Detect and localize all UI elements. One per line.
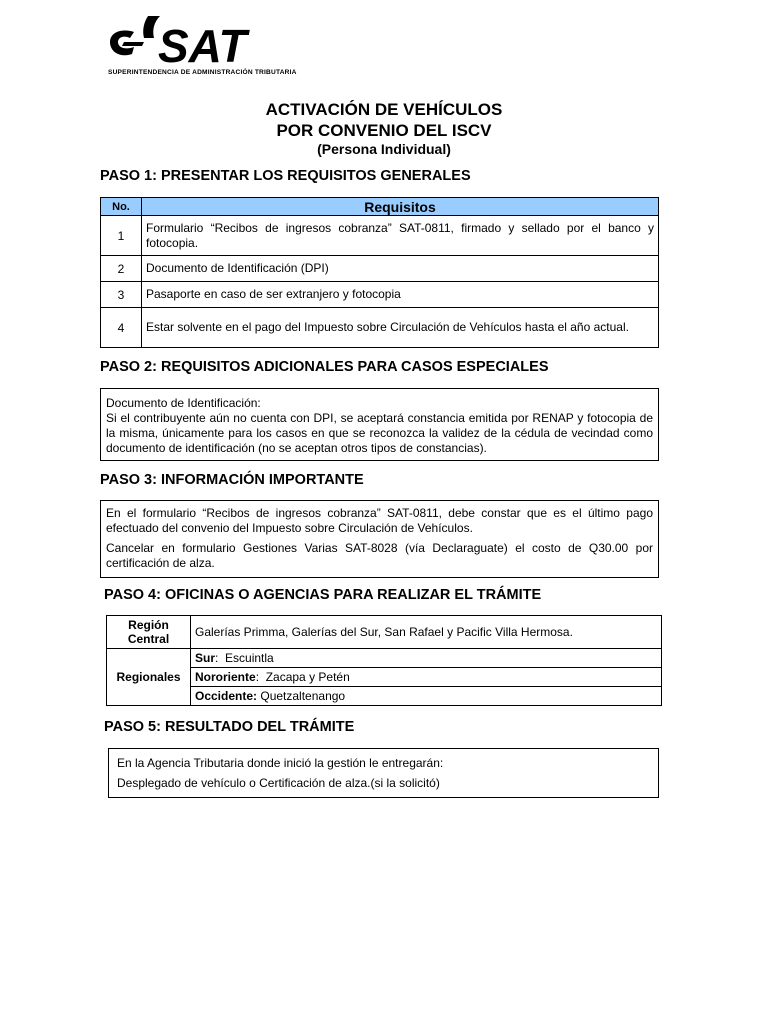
region-central-label: Región Central [107, 616, 191, 649]
title-line-1: ACTIVACIÓN DE VEHÍCULOS [265, 100, 503, 119]
region-central-value: Galerías Primma, Galerías del Sur, San Rafael y Pacific Villa Hermosa. [191, 616, 662, 649]
row-requirement: Formulario “Recibos de ingresos cobranza” SAT-0811, firmado y sellado por el banco y fotocopia. [142, 216, 659, 256]
regional-value: Escuintla [225, 651, 274, 665]
step5-box [108, 748, 659, 798]
table-row [107, 616, 662, 649]
row-number: 2 [101, 256, 142, 282]
step1-heading: PASO 1: PRESENTAR LOS REQUISITOS GENERALES [100, 168, 471, 184]
title-line-3: (Persona Individual) [317, 141, 451, 157]
step2-box [100, 388, 659, 461]
sat-logo-mark [104, 12, 294, 68]
title-line-2: POR CONVENIO DEL ISCV [276, 121, 492, 140]
requirements-header-row [101, 198, 659, 216]
regional-value: Zacapa y Petén [265, 670, 350, 684]
step4-heading: PASO 4: OFICINAS O AGENCIAS PARA REALIZAR EL TRÁMITE [104, 587, 542, 603]
table-row [101, 308, 659, 348]
table-row [101, 216, 659, 256]
row-number: 1 [101, 216, 142, 256]
regional-label: Sur [195, 651, 216, 665]
requirements-table [100, 197, 659, 348]
offices-table [106, 615, 662, 706]
col-no-header: No. [101, 198, 142, 216]
regional-occidente [191, 687, 662, 706]
table-row [107, 687, 662, 706]
regional-sur: Sur: Escuintla [191, 649, 662, 668]
table-row [107, 668, 662, 687]
sat-logo [104, 12, 297, 82]
regional-label: Nororiente [195, 670, 256, 684]
row-number: 4 [101, 308, 142, 348]
regional-label: Occidente: [195, 689, 258, 703]
regional-value: Quetzaltenango [260, 689, 346, 703]
step5-heading: PASO 5: RESULTADO DEL TRÁMITE [104, 719, 355, 735]
table-row [101, 282, 659, 308]
step5-line1: En la Agencia Tributaria donde inició la gestión le entregarán: [117, 756, 444, 770]
step5-line2: Desplegado de vehículo o Certificación de alza.(si la solicitó) [117, 776, 440, 790]
table-row [101, 256, 659, 282]
step2-heading: PASO 2: REQUISITOS ADICIONALES PARA CASOS ESPECIALES [100, 359, 549, 375]
row-requirement: Documento de Identificación (DPI) [142, 256, 659, 282]
step3-box [100, 500, 659, 578]
step3-para2: Cancelar en formulario Gestiones Varias SAT-8028 (vía Declaraguate) el costo de Q30.00 por certificación de alza. [106, 541, 653, 570]
regional-nororiente: Nororiente: Zacapa y Petén [191, 668, 662, 687]
logo-tagline: SUPERINTENDENCIA DE ADMINISTRACIÓN TRIBUTARIA [108, 69, 297, 76]
row-number: 3 [101, 282, 142, 308]
col-req-header: Requisitos [142, 198, 659, 216]
table-row [107, 649, 662, 668]
step3-para1: En el formulario “Recibos de ingresos cobranza” SAT-0811, debe constar que es el último pago efectuado del convenio del Impuesto sobre Circulación de Vehículos. [106, 506, 653, 535]
row-requirement: Pasaporte en caso de ser extranjero y fotocopia [142, 282, 659, 308]
step3-heading: PASO 3: INFORMACIÓN IMPORTANTE [100, 472, 364, 488]
step2-line2: Si el contribuyente aún no cuenta con DPI, se aceptará constancia emitida por RENAP y fotocopia de la misma, únicamente para los casos en que se reconozca la validez de la cédula de vecindad como documento de identificación (no se aceptan otros tipos de constancias). [106, 411, 653, 455]
logo-wordmark: SAT [158, 20, 247, 68]
regionales-label: Regionales [107, 649, 191, 706]
step2-line1: Documento de Identificación: [106, 396, 261, 410]
row-requirement: Estar solvente en el pago del Impuesto sobre Circulación de Vehículos hasta el año actual. [142, 308, 659, 348]
